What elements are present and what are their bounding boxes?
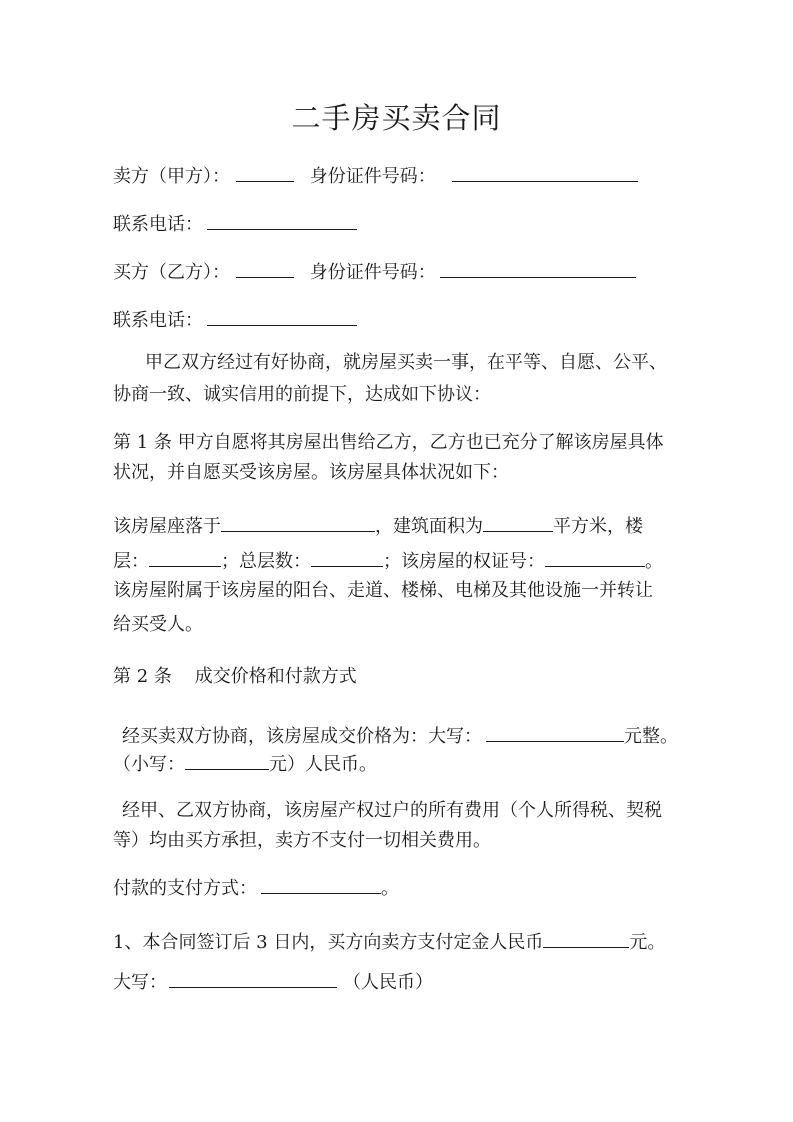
total-floor-label: ；总层数： [221, 551, 311, 572]
price-upper-blank[interactable] [486, 720, 624, 742]
payment-method-period: 。 [381, 878, 399, 899]
price-small-label: （小写： [113, 754, 185, 775]
buyer-phone-blank[interactable] [207, 304, 357, 326]
buyer-phone-line [113, 304, 357, 336]
payment-method-line [113, 872, 399, 904]
location-line [113, 510, 643, 542]
area-label: ，建筑面积为 [375, 516, 483, 537]
seller-phone-line [113, 208, 357, 240]
article-1-line-1: 第 1 条 甲方自愿将其房屋出售给乙方，乙方也已充分了解该房屋具体 [113, 432, 664, 453]
buyer-label: 买方（乙方）： [113, 262, 230, 283]
total-floor-blank[interactable] [311, 545, 383, 567]
price-small-suffix: 元）人民币。 [269, 754, 377, 775]
seller-phone-blank[interactable] [207, 208, 357, 230]
deposit-rmb-label: （人民币） [343, 972, 433, 993]
area-blank[interactable] [483, 510, 553, 532]
deposit-upper-line [113, 966, 433, 998]
floor-label: 层： [113, 551, 149, 572]
seller-name-blank[interactable] [236, 160, 294, 182]
price-small-line [113, 748, 377, 780]
deposit-suffix: 元。 [629, 932, 666, 953]
deposit-line [113, 926, 665, 958]
buyer-id-label: 身份证件号码： [309, 262, 436, 283]
cert-period: 。 [645, 551, 663, 572]
location-blank[interactable] [221, 510, 375, 532]
intro-line-2: 协商一致、诚实信用的前提下，达成如下协议： [113, 384, 491, 405]
deposit-upper-blank[interactable] [169, 966, 337, 988]
location-label: 该房屋座落于 [113, 516, 221, 537]
document-title: 二手房买卖合同 [291, 101, 502, 135]
deposit-upper-label: 大写： [113, 972, 167, 993]
article-2-heading: 第 2 条 成交价格和付款方式 [113, 666, 357, 687]
price-label: 经买卖双方协商，该房屋成交价格为：大写： [122, 726, 482, 747]
seller-id-blank[interactable] [452, 160, 638, 182]
deposit-blank[interactable] [543, 926, 629, 948]
intro-line-1: 甲乙双方经过有好协商，就房屋买卖一事，在平等、自愿、公平、 [145, 352, 667, 373]
attach-line-2: 给买受人。 [113, 614, 203, 635]
cert-blank[interactable] [545, 545, 645, 567]
area-unit: 平方米，楼 [553, 516, 643, 537]
payment-method-blank[interactable] [261, 872, 381, 894]
seller-label: 卖方（甲方）： [113, 166, 230, 187]
floor-blank[interactable] [149, 545, 221, 567]
buyer-phone-label: 联系电话： [113, 310, 203, 331]
price-small-blank[interactable] [185, 748, 269, 770]
seller-phone-label: 联系电话： [113, 214, 203, 235]
buyer-line [113, 256, 636, 288]
buyer-name-blank[interactable] [236, 256, 294, 278]
price-suffix: 元整。 [624, 726, 678, 747]
fee-line-2: 等）均由买方承担，卖方不支付一切相关费用。 [113, 830, 491, 851]
buyer-id-blank[interactable] [440, 256, 636, 278]
article-1-line-2: 状况，并自愿买受该房屋。该房屋具体状况如下： [113, 462, 509, 483]
seller-line [113, 160, 638, 192]
floor-line [113, 545, 663, 577]
payment-method-label: 付款的支付方式： [113, 878, 257, 899]
attach-line-1: 该房屋附属于该房屋的阳台、走道、楼梯、电梯及其他设施一并转让 [113, 580, 653, 601]
fee-line-1: 经甲、乙双方协商，该房屋产权过户的所有费用（个人所得税、契税 [122, 800, 662, 821]
deposit-text: 1、本合同签订后 3 日内，买方向卖方支付定金人民币 [113, 932, 544, 953]
seller-id-label: 身份证件号码： [309, 166, 436, 187]
cert-label: ；该房屋的权证号： [383, 551, 545, 572]
